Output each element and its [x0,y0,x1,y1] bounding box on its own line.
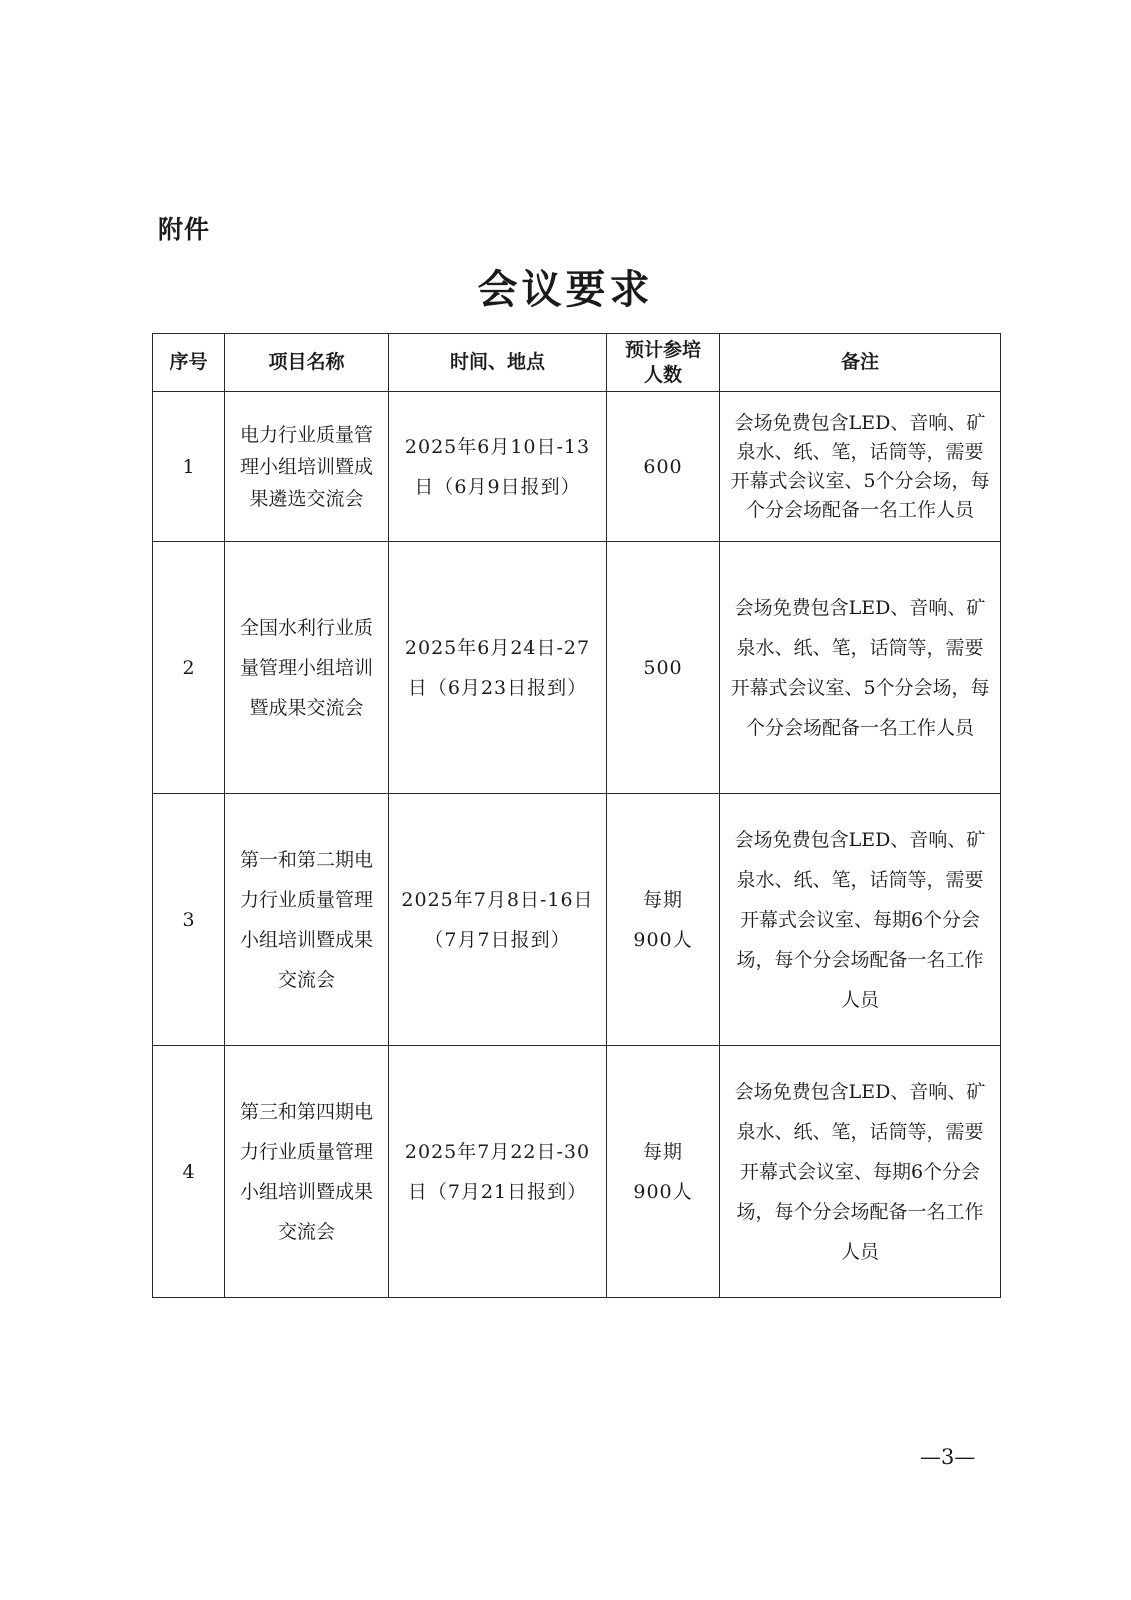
attachment-label: 附件 [158,215,211,244]
table-row [153,794,1001,1046]
page-number: —3— [920,1445,976,1469]
header-attendees: 预计参培人数 [607,334,720,392]
row-time-location: 2025年7月22日-30日（7月21日报到） [389,1046,607,1298]
header-project-name: 项目名称 [225,334,389,392]
row-no: 4 [153,1046,225,1298]
table-row [153,542,1001,794]
row-project-name: 全国水利行业质量管理小组培训暨成果交流会 [225,542,389,794]
row-project-name: 电力行业质量管理小组培训暨成果遴选交流会 [225,392,389,542]
row-no: 1 [153,392,225,542]
row-attendees: 每期900人 [607,1046,720,1298]
row-no: 2 [153,542,225,794]
table-header-row [153,334,1001,392]
row-time-location: 2025年7月8日-16日（7月7日报到） [389,794,607,1046]
row-project-name: 第三和第四期电力行业质量管理小组培训暨成果交流会 [225,1046,389,1298]
document-title: 会议要求 [477,266,654,313]
row-attendees: 500 [607,542,720,794]
row-no: 3 [153,794,225,1046]
row-notes: 会场免费包含LED、音响、矿泉水、纸、笔，话筒等，需要开幕式会议室、每期6个分会场，每个分会场配备一名工作人员 [720,794,1001,1046]
table-row [153,1046,1001,1298]
row-attendees: 600 [607,392,720,542]
header-notes: 备注 [720,334,1001,392]
row-notes: 会场免费包含LED、音响、矿泉水、纸、笔，话筒等，需要开幕式会议室、每期6个分会场，每个分会场配备一名工作人员 [720,1046,1001,1298]
header-no: 序号 [153,334,225,392]
header-time-location: 时间、地点 [389,334,607,392]
table-row [153,392,1001,542]
row-time-location: 2025年6月24日-27日（6月23日报到） [389,542,607,794]
row-attendees: 每期900人 [607,794,720,1046]
row-project-name: 第一和第二期电力行业质量管理小组培训暨成果交流会 [225,794,389,1046]
row-time-location: 2025年6月10日-13日（6月9日报到） [389,392,607,542]
meeting-requirements-table [152,333,1001,1298]
row-notes: 会场免费包含LED、音响、矿泉水、纸、笔，话筒等，需要开幕式会议室、5个分会场，每个分会场配备一名工作人员 [720,542,1001,794]
row-notes: 会场免费包含LED、音响、矿泉水、纸、笔，话筒等，需要开幕式会议室、5个分会场，每个分会场配备一名工作人员 [720,392,1001,542]
